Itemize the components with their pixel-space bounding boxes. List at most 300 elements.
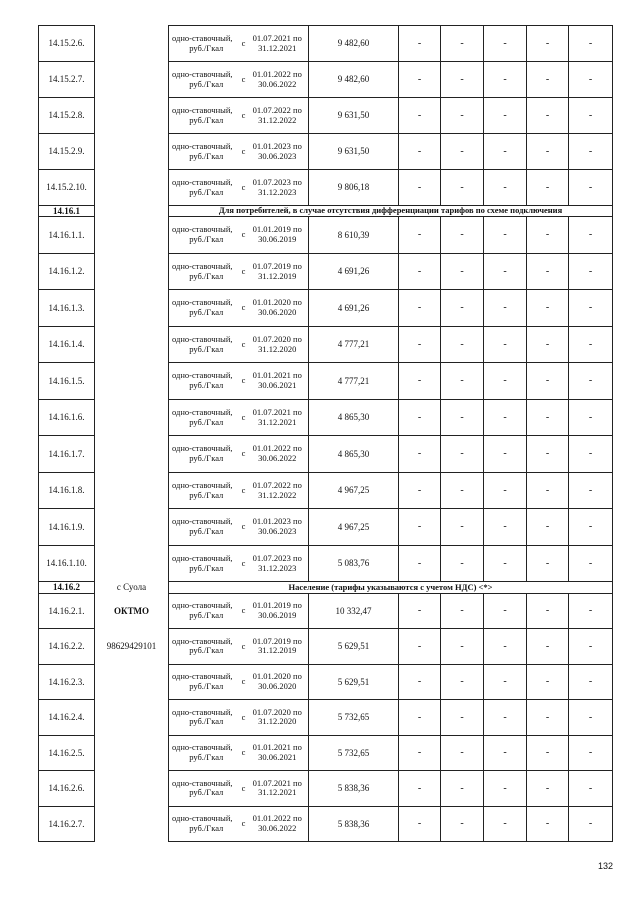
empty-value-dash: - [441,735,484,771]
empty-value-dash: - [399,290,441,327]
empty-value-dash: - [484,700,527,736]
empty-value-dash: - [484,509,527,546]
empty-value-dash: - [569,170,613,206]
empty-value-dash: - [484,771,527,807]
period-start: 01.07.2022 по [252,479,302,490]
tariff-unit [169,735,241,771]
section-number: 14.16.2 [39,582,95,593]
side-cell [95,806,169,842]
unit-line-1: одно-ставочный, [172,297,233,308]
empty-value-dash: - [441,700,484,736]
period [247,509,309,546]
empty-value-dash: - [441,472,484,509]
empty-value-dash: - [484,326,527,363]
empty-value-dash: - [569,290,613,327]
section-title: Население (тарифы указываются с учетом НДС) <*> [169,582,613,593]
period [247,472,309,509]
unit-line-1: одно-ставочный, [172,68,233,79]
empty-value-dash: - [399,399,441,436]
period-end: 30.06.2022 [258,453,297,464]
empty-value-dash: - [484,170,527,206]
empty-value-dash: - [569,363,613,400]
side-cell [95,134,169,170]
unit-line-1: одно-ставочный, [172,777,233,788]
tariff-unit [169,253,241,290]
period-end: 31.12.2022 [258,114,297,125]
tariff-unit [169,593,241,629]
unit-line-2: руб./Гкал [189,343,224,354]
period-end: 30.06.2019 [258,234,297,245]
period-end: 30.06.2020 [258,680,297,691]
period-start: 01.01.2022 по [252,68,302,79]
row-number: 14.16.2.4. [39,700,95,736]
tariff-unit [169,545,241,582]
side-cell [95,436,169,473]
period-prefix: с [241,290,247,327]
tariff-unit [169,326,241,363]
empty-value-dash: - [527,62,569,98]
empty-value-dash: - [527,806,569,842]
empty-value-dash: - [399,363,441,400]
empty-value-dash: - [441,134,484,170]
tariff-unit [169,26,241,62]
empty-value-dash: - [484,593,527,629]
tariff-unit [169,629,241,665]
row-number: 14.16.2.1. [39,593,95,629]
empty-value-dash: - [399,98,441,134]
period-prefix: с [241,806,247,842]
unit-line-2: руб./Гкал [189,307,224,318]
empty-value-dash: - [484,62,527,98]
tariff-value: 5 083,76 [309,545,399,582]
side-cell [95,664,169,700]
period-prefix: с [241,700,247,736]
tariff-unit [169,399,241,436]
unit-line-1: одно-ставочный, [172,706,233,717]
empty-value-dash: - [399,62,441,98]
unit-line-2: руб./Гкал [189,680,224,691]
empty-value-dash: - [484,290,527,327]
table-row [39,472,613,509]
table-row [39,664,613,700]
tariff-unit [169,509,241,546]
side-cell [95,217,169,254]
unit-line-2: руб./Гкал [189,416,224,427]
side-cell [95,509,169,546]
oktmo-label: ОКТМО [95,593,169,629]
empty-value-dash: - [441,593,484,629]
empty-value-dash: - [569,593,613,629]
unit-line-1: одно-ставочный, [172,552,233,563]
period-start: 01.07.2022 по [252,104,302,115]
empty-value-dash: - [527,399,569,436]
tariff-unit [169,62,241,98]
empty-value-dash: - [441,664,484,700]
empty-value-dash: - [527,771,569,807]
empty-value-dash: - [441,545,484,582]
unit-line-1: одно-ставочный, [172,260,233,271]
period-end: 31.12.2020 [258,343,297,354]
empty-value-dash: - [527,134,569,170]
period-start: 01.01.2022 по [252,813,302,824]
unit-line-2: руб./Гкал [189,150,224,161]
period [247,98,309,134]
empty-value-dash: - [569,629,613,665]
empty-value-dash: - [527,545,569,582]
empty-value-dash: - [399,629,441,665]
row-number: 14.16.1.9. [39,509,95,546]
empty-value-dash: - [569,134,613,170]
table-row [39,436,613,473]
tariff-value: 5 732,65 [309,735,399,771]
side-cell [95,206,169,217]
period-prefix: с [241,735,247,771]
empty-value-dash: - [569,399,613,436]
empty-value-dash: - [484,735,527,771]
period-start: 01.07.2021 по [252,406,302,417]
row-number: 14.15.2.8. [39,98,95,134]
period-start: 01.01.2022 по [252,443,302,454]
side-cell [95,545,169,582]
table-row [39,363,613,400]
unit-line-1: одно-ставочный, [172,333,233,344]
tariff-value: 5 732,65 [309,700,399,736]
table-row [39,326,613,363]
period-start: 01.07.2021 по [252,777,302,788]
unit-line-1: одно-ставочный, [172,600,233,611]
empty-value-dash: - [441,290,484,327]
empty-value-dash: - [399,664,441,700]
empty-value-dash: - [441,771,484,807]
unit-line-2: руб./Гкал [189,751,224,762]
tariff-value: 10 332,47 [309,593,399,629]
empty-value-dash: - [399,253,441,290]
empty-value-dash: - [484,629,527,665]
period [247,436,309,473]
period-start: 01.01.2021 по [252,742,302,753]
period-end: 30.06.2020 [258,307,297,318]
period-prefix: с [241,472,247,509]
tariff-unit [169,134,241,170]
empty-value-dash: - [569,472,613,509]
empty-value-dash: - [484,98,527,134]
empty-value-dash: - [399,170,441,206]
period-prefix: с [241,134,247,170]
table-row [39,545,613,582]
unit-line-1: одно-ставочный, [172,671,233,682]
tariff-value: 4 865,30 [309,436,399,473]
empty-value-dash: - [527,735,569,771]
side-cell [95,170,169,206]
period-prefix: с [241,593,247,629]
empty-value-dash: - [484,134,527,170]
period [247,545,309,582]
empty-value-dash: - [399,509,441,546]
empty-value-dash: - [484,664,527,700]
table-row [39,290,613,327]
row-number: 14.16.1.10. [39,545,95,582]
table-row [39,26,613,62]
empty-value-dash: - [527,509,569,546]
table-row [39,253,613,290]
empty-value-dash: - [441,399,484,436]
empty-value-dash: - [441,436,484,473]
tariff-unit [169,98,241,134]
tariff-unit [169,170,241,206]
side-cell [95,472,169,509]
period [247,593,309,629]
empty-value-dash: - [399,700,441,736]
row-number: 14.16.1.7. [39,436,95,473]
period-prefix: с [241,62,247,98]
tariff-unit [169,363,241,400]
empty-value-dash: - [527,217,569,254]
empty-value-dash: - [399,472,441,509]
empty-value-dash: - [569,26,613,62]
period [247,326,309,363]
empty-value-dash: - [527,170,569,206]
table-row [39,735,613,771]
unit-line-1: одно-ставочный, [172,406,233,417]
tariff-value: 9 482,60 [309,26,399,62]
row-number: 14.15.2.6. [39,26,95,62]
row-number: 14.16.1.5. [39,363,95,400]
row-number: 14.16.1.8. [39,472,95,509]
empty-value-dash: - [527,98,569,134]
empty-value-dash: - [484,253,527,290]
empty-value-dash: - [484,399,527,436]
empty-value-dash: - [441,509,484,546]
empty-value-dash: - [527,472,569,509]
unit-line-1: одно-ставочный, [172,140,233,151]
empty-value-dash: - [569,326,613,363]
period-prefix: с [241,363,247,400]
row-number: 14.15.2.10. [39,170,95,206]
oktmo-code: 98629429101 [95,629,169,665]
period [247,26,309,62]
unit-line-2: руб./Гкал [189,270,224,281]
table-row [39,509,613,546]
unit-line-1: одно-ставочный, [172,635,233,646]
tariff-value: 4 691,26 [309,253,399,290]
row-number: 14.15.2.7. [39,62,95,98]
tariff-value: 4 967,25 [309,472,399,509]
unit-line-2: руб./Гкал [189,78,224,89]
empty-value-dash: - [484,363,527,400]
table-row [39,62,613,98]
empty-value-dash: - [569,700,613,736]
empty-value-dash: - [569,664,613,700]
empty-value-dash: - [569,771,613,807]
period-prefix: с [241,509,247,546]
empty-value-dash: - [569,436,613,473]
period-start: 01.01.2020 по [252,671,302,682]
empty-value-dash: - [484,545,527,582]
tariff-value: 9 806,18 [309,170,399,206]
period-end: 31.12.2019 [258,645,297,656]
period-prefix: с [241,170,247,206]
period-prefix: с [241,399,247,436]
empty-value-dash: - [484,806,527,842]
period-start: 01.07.2021 по [252,32,302,43]
tariff-unit [169,217,241,254]
tariff-value: 9 631,50 [309,98,399,134]
table-row [39,98,613,134]
tariff-unit [169,664,241,700]
tariff-value: 4 967,25 [309,509,399,546]
tariff-value: 4 777,21 [309,326,399,363]
unit-line-2: руб./Гкал [189,822,224,833]
tariff-value: 9 482,60 [309,62,399,98]
empty-value-dash: - [441,26,484,62]
period-prefix: с [241,629,247,665]
row-number: 14.16.1.2. [39,253,95,290]
empty-value-dash: - [569,98,613,134]
empty-value-dash: - [441,62,484,98]
unit-line-2: руб./Гкал [189,489,224,500]
empty-value-dash: - [569,735,613,771]
side-cell [95,735,169,771]
period-start: 01.07.2020 по [252,706,302,717]
table-row [39,170,613,206]
period-end: 31.12.2019 [258,270,297,281]
period-start: 01.01.2023 по [252,140,302,151]
period-start: 01.07.2019 по [252,260,302,271]
period [247,399,309,436]
empty-value-dash: - [399,134,441,170]
unit-line-2: руб./Гкал [189,787,224,798]
empty-value-dash: - [484,26,527,62]
period-end: 31.12.2020 [258,716,297,727]
tariff-value: 5 838,36 [309,806,399,842]
row-number: 14.16.1.3. [39,290,95,327]
place-name: с Суола [95,582,169,593]
empty-value-dash: - [527,326,569,363]
tariff-value: 9 631,50 [309,134,399,170]
empty-value-dash: - [441,253,484,290]
tariff-unit [169,436,241,473]
row-number: 14.16.2.5. [39,735,95,771]
empty-value-dash: - [527,629,569,665]
period-end: 30.06.2019 [258,609,297,620]
period-start: 01.01.2020 по [252,297,302,308]
period [247,735,309,771]
period [247,700,309,736]
row-number: 14.16.2.7. [39,806,95,842]
period-end: 30.06.2022 [258,78,297,89]
table-row [39,593,613,629]
unit-line-2: руб./Гкал [189,562,224,573]
period-start: 01.07.2023 по [252,176,302,187]
unit-line-2: руб./Гкал [189,526,224,537]
period-end: 30.06.2022 [258,822,297,833]
empty-value-dash: - [527,593,569,629]
empty-value-dash: - [569,509,613,546]
table-row [39,629,613,665]
period-start: 01.01.2019 по [252,224,302,235]
period-end: 30.06.2021 [258,380,297,391]
tariff-unit [169,806,241,842]
tariff-value: 4 865,30 [309,399,399,436]
period-end: 31.12.2021 [258,787,297,798]
empty-value-dash: - [569,545,613,582]
empty-value-dash: - [399,735,441,771]
period-end: 31.12.2021 [258,416,297,427]
side-cell [95,326,169,363]
unit-line-2: руб./Гкал [189,716,224,727]
side-cell [95,26,169,62]
unit-line-1: одно-ставочный, [172,104,233,115]
section-number: 14.16.1 [39,206,95,217]
unit-line-1: одно-ставочный, [172,443,233,454]
empty-value-dash: - [527,290,569,327]
period-start: 01.01.2023 по [252,516,302,527]
empty-value-dash: - [441,326,484,363]
row-number: 14.16.2.2. [39,629,95,665]
unit-line-1: одно-ставочный, [172,516,233,527]
empty-value-dash: - [484,472,527,509]
table-row [39,217,613,254]
side-cell [95,62,169,98]
unit-line-2: руб./Гкал [189,645,224,656]
period-end: 31.12.2023 [258,186,297,197]
table-row [39,771,613,807]
empty-value-dash: - [569,62,613,98]
period [247,170,309,206]
period-end: 30.06.2023 [258,150,297,161]
empty-value-dash: - [441,363,484,400]
empty-value-dash: - [399,26,441,62]
period-prefix: с [241,26,247,62]
tariff-value: 8 610,39 [309,217,399,254]
empty-value-dash: - [527,363,569,400]
empty-value-dash: - [441,629,484,665]
side-cell [95,771,169,807]
unit-line-1: одно-ставочный, [172,224,233,235]
period-prefix: с [241,253,247,290]
period-end: 31.12.2021 [258,42,297,53]
table-row [39,806,613,842]
period-prefix: с [241,771,247,807]
period-start: 01.07.2019 по [252,635,302,646]
tariff-value: 5 838,36 [309,771,399,807]
empty-value-dash: - [399,326,441,363]
empty-value-dash: - [527,700,569,736]
tariff-unit [169,700,241,736]
empty-value-dash: - [399,806,441,842]
empty-value-dash: - [399,771,441,807]
unit-line-2: руб./Гкал [189,453,224,464]
period-start: 01.07.2020 по [252,333,302,344]
unit-line-1: одно-ставочный, [172,176,233,187]
empty-value-dash: - [484,436,527,473]
period-end: 30.06.2021 [258,751,297,762]
period [247,806,309,842]
page-number: 132 [597,861,613,871]
tariff-value: 5 629,51 [309,664,399,700]
section-header-row [39,206,613,217]
period [247,771,309,807]
unit-line-1: одно-ставочный, [172,479,233,490]
period [247,134,309,170]
empty-value-dash: - [441,217,484,254]
empty-value-dash: - [441,98,484,134]
empty-value-dash: - [527,436,569,473]
period-end: 30.06.2023 [258,526,297,537]
period-prefix: с [241,545,247,582]
empty-value-dash: - [569,806,613,842]
empty-value-dash: - [399,545,441,582]
